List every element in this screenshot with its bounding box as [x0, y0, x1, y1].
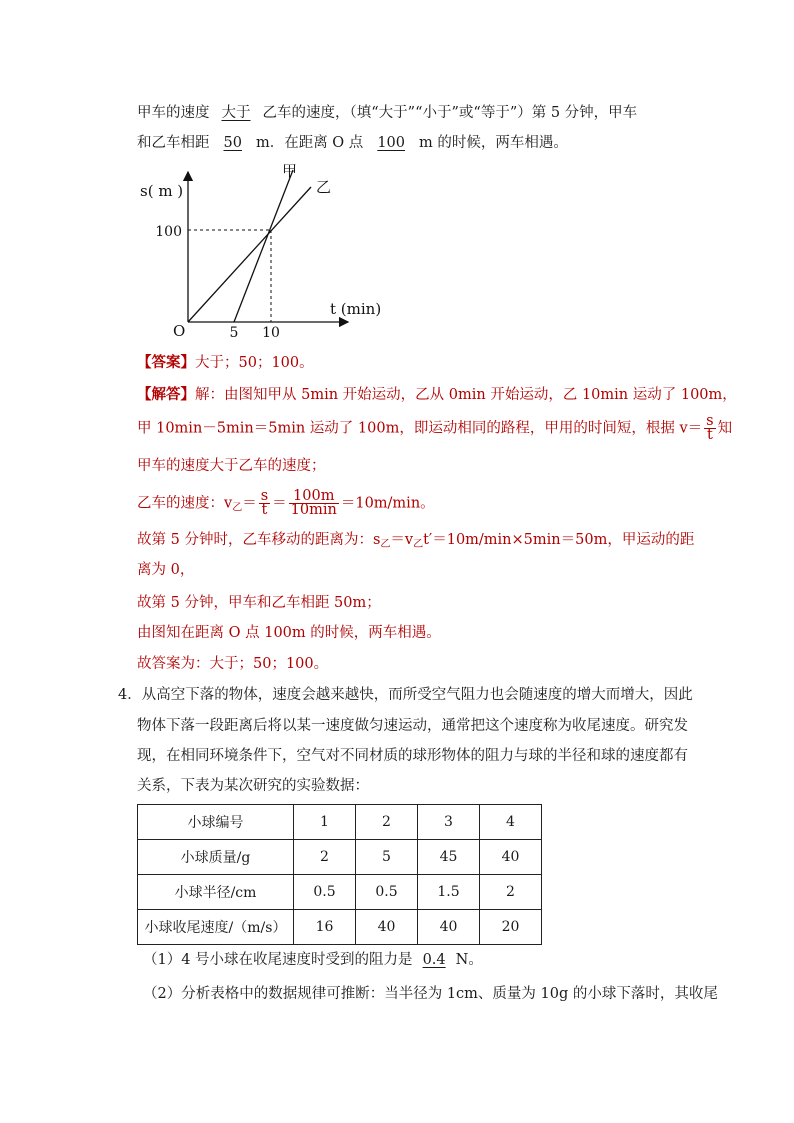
solution-line-4 [137, 490, 435, 519]
q3-blank-meet: 100 [377, 135, 405, 151]
x-tick-5: 5 [229, 325, 239, 341]
q4-text-2: 物体下落一段距离后将以某一速度做匀速运动，通常把这个速度称为收尾速度。研究发 [137, 718, 688, 734]
q3-line2-text-a: 和乙车相距 [137, 135, 210, 151]
q4-part1-text-a: （1）4 号小球在收尾速度时受到的阻力是 [143, 952, 413, 968]
table-cell: 1.5 [418, 875, 480, 910]
line-jia [234, 170, 293, 322]
table-cell: 2 [294, 840, 356, 875]
subscript-yi: 乙 [413, 539, 424, 550]
q4-blank-resistance: 0.4 [422, 952, 446, 968]
q4-line-2 [137, 716, 688, 736]
q4-line-3 [137, 746, 688, 766]
solution-text-3: 甲车的速度大于乙车的速度； [137, 458, 326, 474]
q4-part2-text: （2）分析表格中的数据规律可推断：当半径为 1cm、质量为 10g 的小球下落时，其收尾 [143, 986, 718, 1002]
frac-denominator: t [706, 427, 713, 443]
experiment-data-table [137, 804, 542, 945]
frac-denominator: t [261, 502, 268, 518]
solution-text-4a: 乙车的速度：v [137, 495, 233, 512]
table-cell: 小球质量/g [138, 840, 294, 875]
q3-blank-distance: 50 [223, 135, 242, 151]
solution-text-9: 故答案为：大于；50；100。 [137, 656, 329, 672]
solution-line-1 [137, 385, 737, 405]
subscript-yi: 乙 [380, 539, 391, 550]
solution-text-5b: ＝v [390, 532, 414, 548]
q3-line1-text-a: 甲车的速度 [137, 105, 210, 121]
frac-denominator: 10min [290, 502, 337, 518]
formula-v-s-over-t [704, 415, 715, 442]
q3-blank-speed: 大于 [221, 105, 251, 121]
table-cell: 3 [418, 805, 480, 840]
solution-text-2a: 甲 10min－5min＝5min 运动了 100m，即运动相同的路程，甲用的时间短，根据 v＝ [137, 420, 703, 437]
answer-line [137, 353, 314, 373]
solution-text-4b: ＝ [242, 495, 257, 512]
q4-text-1: 4．从高空下落的物体，速度会越来越快，而所受空气阻力也会随速度的增大而增大，因此 [118, 687, 693, 703]
table-cell: 40 [480, 840, 542, 875]
q3-line-1 [137, 103, 637, 123]
q4-part-2 [143, 984, 718, 1004]
table-cell: 4 [480, 805, 542, 840]
x-tick-10: 10 [262, 325, 280, 341]
table-cell: 20 [480, 910, 542, 945]
subscript-yi: 乙 [232, 502, 243, 514]
table-cell: 2 [480, 875, 542, 910]
solution-line-7 [137, 593, 381, 613]
solution-line-8 [137, 623, 441, 643]
solution-line-6 [137, 560, 194, 580]
y-axis-label: s( m ) [140, 182, 184, 200]
table-row [138, 910, 542, 945]
table-cell: 16 [294, 910, 356, 945]
table-cell: 小球编号 [138, 805, 294, 840]
solution-line-5 [137, 530, 694, 555]
table-cell: 1 [294, 805, 356, 840]
q3-line1-text-b: 乙车的速度，（填“大于”“小于”或“等于”）第 5 分钟，甲车 [262, 105, 638, 121]
solution-text-4d: ＝10m/min。 [340, 495, 435, 512]
frac-numerator: s [260, 488, 269, 504]
q4-part-1 [143, 950, 483, 970]
solution-text-5a: 故第 5 分钟时，乙车移动的距离为：s [137, 532, 381, 548]
q4-text-3: 现，在相同环境条件下，空气对不同材质的球形物体的阻力与球的半径和球的速度都有 [137, 748, 688, 764]
answer-tag: 【答案】 [137, 354, 195, 371]
table-cell: 0.5 [294, 875, 356, 910]
solution-text-6: 离为 0， [137, 562, 195, 578]
solution-text-4c: ＝ [272, 495, 287, 512]
solution-text-7: 故第 5 分钟，甲车和乙车相距 50m； [137, 595, 381, 611]
q3-line2-text-b: m．在距离 O 点 [255, 135, 364, 151]
q4-part1-text-b: N。 [455, 952, 483, 968]
q3-line2-text-c: m 的时候，两车相遇。 [419, 135, 568, 151]
label-yi: 乙 [316, 178, 332, 196]
solution-line-3 [137, 456, 326, 476]
table-cell: 40 [356, 910, 418, 945]
fraction-100m-over-10min [289, 490, 339, 517]
table-cell: 45 [418, 840, 480, 875]
y-tick-100: 100 [155, 224, 182, 240]
table-row [138, 805, 542, 840]
line-yi [188, 187, 311, 322]
solution-text-2b: 知 [717, 420, 733, 437]
origin-label: O [173, 322, 186, 340]
q4-line-4 [137, 776, 369, 796]
q3-line-2 [137, 133, 568, 153]
solution-line-9 [137, 654, 328, 674]
answer-text: 大于；50；100。 [195, 355, 314, 371]
solution-text-8: 由图知在距离 O 点 100m 的时候，两车相遇。 [137, 625, 441, 641]
table-cell: 40 [418, 910, 480, 945]
label-jia: 甲 [282, 162, 298, 180]
solution-tag: 【解答】 [137, 386, 195, 403]
table-row [138, 875, 542, 910]
x-axis-label: t (min) [330, 300, 382, 318]
table-cell: 2 [356, 805, 418, 840]
table-cell: 5 [356, 840, 418, 875]
solution-text-5c: t′＝10m/min×5min＝50m，甲运动的距 [423, 532, 695, 548]
fraction-s-over-t [259, 490, 270, 517]
table-cell: 0.5 [356, 875, 418, 910]
frac-numerator: s [706, 413, 714, 429]
solution-text-1: 解：由图知甲从 5min 开始运动，乙从 0min 开始运动，乙 10min 运动了 100m， [195, 387, 737, 403]
q4-text-4: 关系，下表为某次研究的实验数据： [137, 778, 369, 794]
s-t-graph [136, 160, 386, 345]
table-cell: 小球半径/cm [138, 875, 294, 910]
q4-line-1 [118, 685, 693, 705]
table-row [138, 840, 542, 875]
solution-line-2 [137, 415, 732, 442]
frac-numerator: 100m [289, 490, 339, 504]
table-cell: 小球收尾速度/（m/s） [138, 910, 294, 945]
